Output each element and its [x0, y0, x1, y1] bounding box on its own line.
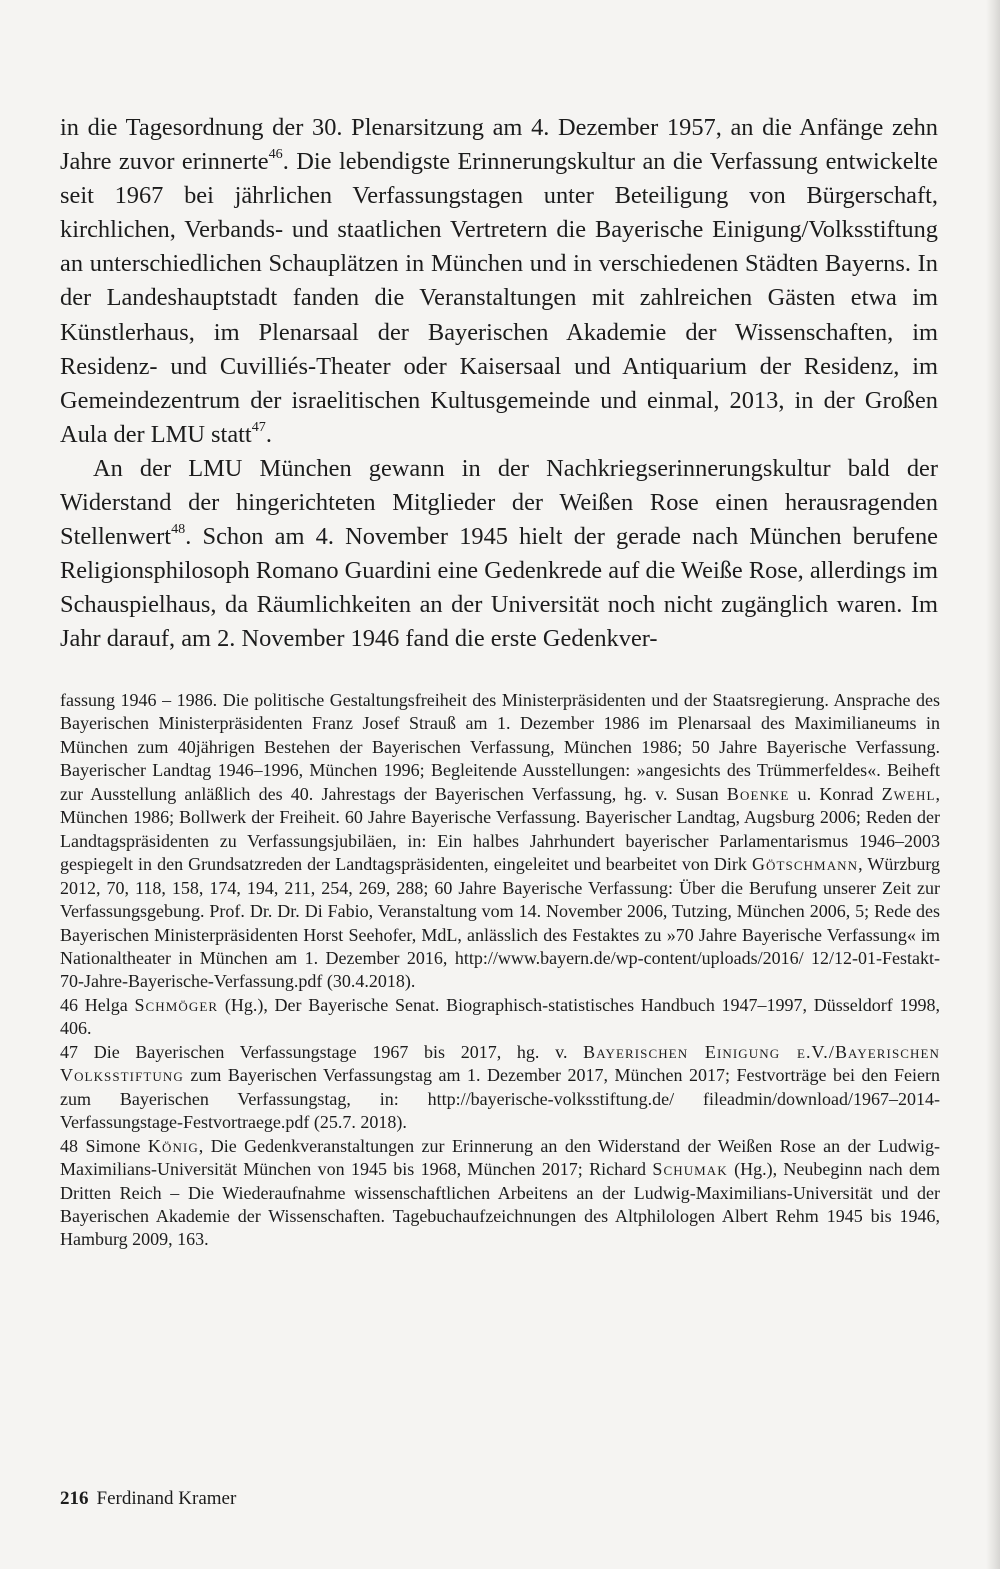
paragraph-2 [60, 452, 938, 657]
footnote-text: Die Bayerischen Verfassungstage 1967 bis 2017, hg. v. [78, 1041, 584, 1062]
footnote-ref-48[interactable]: 48 [171, 520, 186, 537]
author-name: Boenke [726, 783, 790, 804]
footnote-number: 47 [60, 1041, 78, 1062]
author-name: Zwehl [881, 783, 936, 804]
page-number: 216 [60, 1488, 89, 1509]
footnote-continuation [60, 689, 940, 994]
main-text [60, 111, 938, 657]
footnote-ref-47[interactable]: 47 [251, 418, 266, 435]
footnote-text: , Die Gedenkveranstaltungen zur Erinnerung an den Widerstand der Weißen Rose an der Ludwig-Maximilians-Universität München von 1945 bis 1968, München 2017; Richard [60, 1135, 940, 1180]
author-name: Bayerischen Einigung e.V./Bayerischen Volksstiftung [60, 1041, 940, 1086]
footnote-48 [60, 1135, 940, 1252]
running-footer-author: Ferdinand Kramer [96, 1488, 237, 1509]
author-name: König [147, 1135, 199, 1156]
footnote-ref-46[interactable]: 46 [268, 145, 283, 162]
author-name: Schmöger [134, 994, 219, 1015]
footnotes [60, 689, 940, 1252]
paragraph-text: in die Tagesordnung der 30. Plenarsitzung am 4. Dezember 1957, an die Anfänge zehn Jahre zuvor erinnerte [60, 114, 938, 176]
footnote-text: u. Konrad [789, 783, 882, 804]
footnote-text: zum Bayerischen Verfassungstag am 1. Dezember 2017, München 2017; Festvorträge bei den Feiern zum Bayerischen Verfassungstag, in: http://bayerische-volksstiftung.de/ fileadmin/download/1967–2014-Verfassungstage-Festvortraege.pdf (25.7. 2018). [60, 1065, 940, 1133]
paragraph-text: . Die lebendigste Erinnerungskultur an die Verfassung entwickelte seit 1967 bei jährlichen Verfassungstagen unter Beteiligung von Bürgerschaft, kirchlichen, Verbands- und staatlichen Vertretern die Bayerische Einigung/Volksstiftung an unterschiedlichen Schauplätzen in München und in verschiedenen Städten Bayerns. In der Landeshauptstadt fanden die Veranstaltungen mit zahlreichen Gästen etwa im Künstlerhaus, im Plenarsaal der Bayerischen Akademie der Wissenschaften, im Residenz- und Cuvilliés-Theater oder Kaisersaal und Antiquarium der Residenz, im Gemeindezentrum der israelitischen Kultusgemeinde und einmal, 2013, in der Großen Aula der LMU statt [60, 148, 938, 448]
footnote-text: (Hg.), Der Bayerische Senat. Biographisch-statistisches Handbuch 1947–1997, Düsseldorf 1998, 406. [60, 994, 941, 1039]
footnote-text: (Hg.), Neubeginn nach dem Dritten Reich – Die Wiederaufnahme wissenschaftlichen Arbeitens an der Ludwig-Maximilians-Universität und der Bayerischen Akademie der Wissenschaften. Tagebuchaufzeichnungen des Altphilologen Albert Rehm 1945 bis 1946, Hamburg 2009, 163. [60, 1159, 941, 1250]
paragraph-text: . Schon am 4. November 1945 hielt der gerade nach München berufene Religionsphilosoph Romano Guardini eine Gedenkrede auf die Weiße Rose, allerdings im Schauspielhaus, da Räumlichkeiten an der Universität noch nicht zugänglich waren. Im Jahr darauf, am 2. November 1946 fand die erste Gedenkver- [60, 523, 938, 653]
footnote-text: Simone [78, 1135, 148, 1156]
footnote-number: 48 [60, 1135, 78, 1156]
paragraph-text: An der LMU München gewann in der Nachkriegserinnerungskultur bald der Widerstand der hingerichteten Mitglieder der Weißen Rose einen herausragenden Stellenwert [60, 454, 938, 551]
paragraph-text: . [265, 420, 272, 448]
footnote-text: , München 1986; Bollwerk der Freiheit. 60 Jahre Bayerische Verfassung. Bayerischer Landtag, Augsburg 2006; Reden der Landtagspräsidenten zu Verfassungsjubiläen, in: Ein halbes Jahrhundert bayerischer Parlamentarismus 1946–2003 gespiegelt in den Grundsatzreden der Landtagspräsidenten, eingeleitet und bearbeitet von Dirk [60, 783, 941, 875]
running-footer [60, 1488, 236, 1510]
author-name: Schumak [652, 1159, 728, 1180]
footnote-text: , Würzburg 2012, 70, 118, 158, 174, 194, 211, 254, 269, 288; 60 Jahre Bayerische Verfassung: Über die Berufung unserer Zeit zur Verfassungsgebung. Prof. Dr. Dr. Di Fabio, Veranstaltung vom 14. November 2006, Tutzing, München 2006, 5; Rede des Bayerischen Ministerpräsidenten Horst Seehofer, MdL, anlässlich des Festaktes zu »70 Jahre Bayerische Verfassung« im Nationaltheater in München am 1. Dezember 2016, http://www.bayern.de/wp-content/uploads/2016/ 12/12-01-Festakt-70-Jahre-Bayerische-Verfassung.pdf (30.4.2018). [60, 854, 940, 992]
footnote-46 [60, 994, 940, 1041]
footnote-47 [60, 1041, 940, 1135]
page-edge-shadow [986, 0, 1000, 1569]
footnote-text: fassung 1946 – 1986. Die politische Gestaltungsfreiheit des Ministerpräsidenten und der Staatsregierung. Ansprache des Bayerischen Ministerpräsidenten Franz Josef Strauß am 1. Dezember 1986 im Plenarsaal des Maximilianeums in München zum 40jährigen Bestehen der Bayerischen Verfassung, München 1986; 50 Jahre Bayerische Verfassung. Bayerischer Landtag 1946–1996, München 1996; Begleitende Ausstellungen: »angesichts des Trümmerfeldes«. Beiheft zur Ausstellung anläßlich des 40. Jahrestags der Bayerischen Verfassung, hg. v. Susan [60, 690, 940, 804]
footnote-text: Helga [78, 994, 135, 1015]
author-name: Götschmann [751, 854, 859, 875]
paragraph-1 [60, 111, 938, 452]
footnote-number: 46 [60, 994, 78, 1015]
